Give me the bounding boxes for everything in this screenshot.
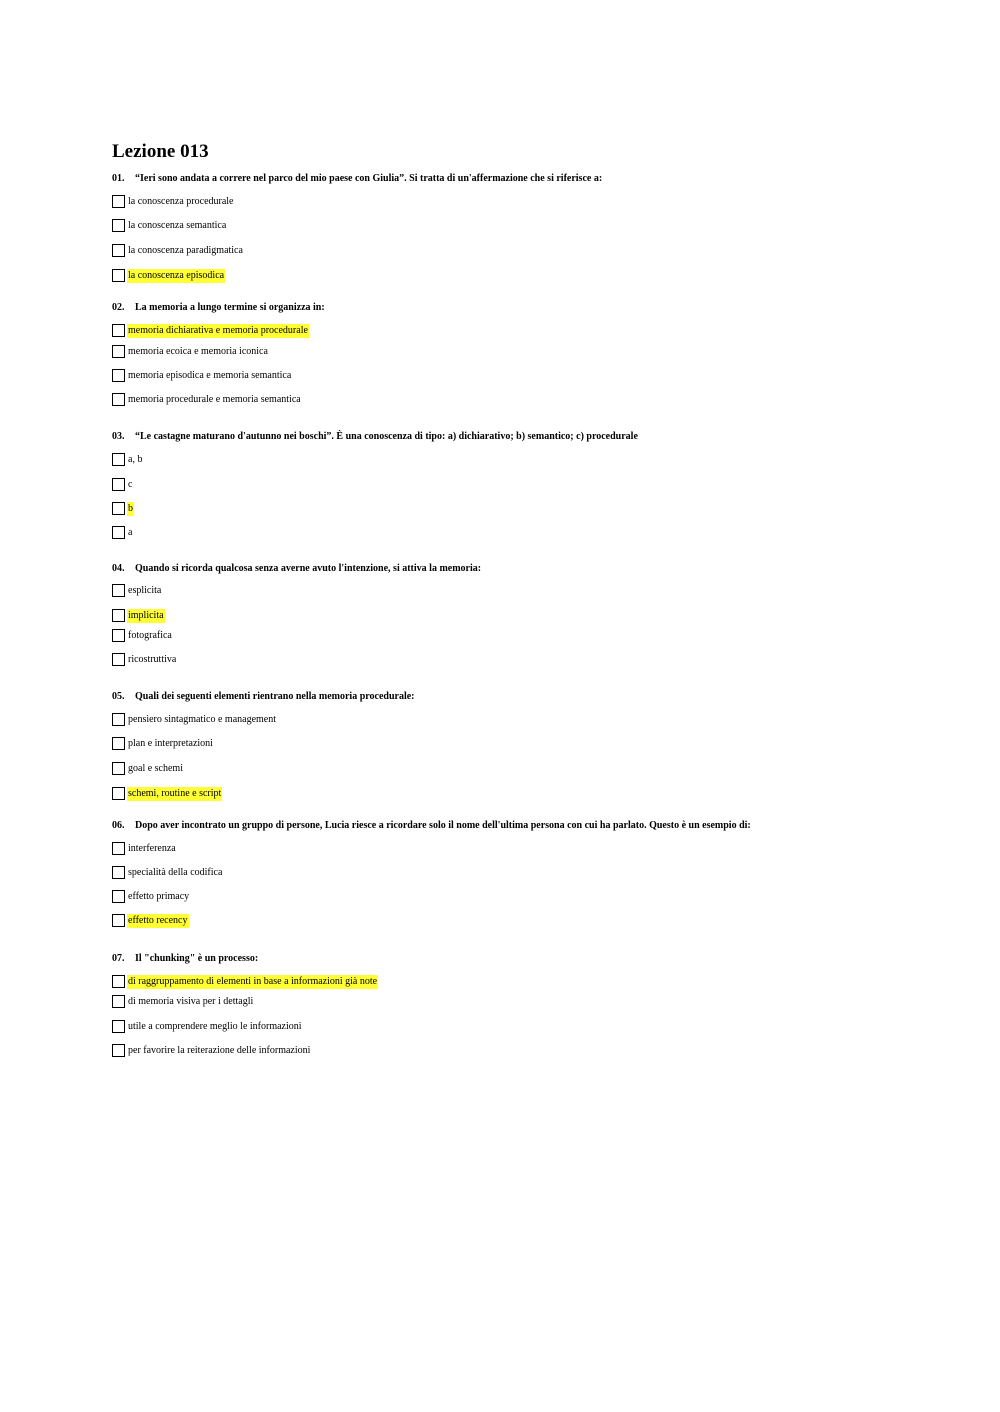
question-text: La memoria a lungo termine si organizza in: (135, 302, 325, 313)
option-label: la conoscenza semantica (128, 220, 227, 231)
question-01 (112, 172, 960, 186)
checkbox[interactable] (112, 975, 125, 988)
question-number: 06. (112, 820, 125, 831)
option-label: specialità della codifica (128, 867, 223, 878)
option-label: di memoria visiva per i dettagli (128, 996, 254, 1007)
question-number: 01. (112, 173, 125, 184)
checkbox[interactable] (112, 995, 125, 1008)
question-text: Quali dei seguenti elementi rientrano nella memoria procedurale: (135, 691, 415, 702)
checkbox[interactable] (112, 629, 125, 642)
question-number: 02. (112, 302, 125, 313)
checkbox[interactable] (112, 737, 125, 750)
option-label: a (128, 527, 133, 538)
option-label: memoria procedurale e memoria semantica (128, 394, 301, 405)
checkbox[interactable] (112, 478, 125, 491)
checkbox[interactable] (112, 1020, 125, 1033)
option-label: plan e interpretazioni (128, 738, 213, 749)
checkbox[interactable] (112, 1044, 125, 1057)
question-04 (112, 562, 960, 576)
option-label: c (128, 479, 133, 490)
option-label: a, b (128, 454, 143, 465)
question-03 (112, 430, 960, 444)
question-07 (112, 952, 960, 966)
checkbox[interactable] (112, 609, 125, 622)
option-label: utile a comprendere meglio le informazioni (128, 1021, 302, 1032)
checkbox[interactable] (112, 369, 125, 382)
question-text: “Ieri sono andata a correre nel parco del mio paese con Giulia”. Si tratta di un'affermazione che si riferisce a: (135, 173, 603, 184)
checkbox[interactable] (112, 866, 125, 879)
checkbox[interactable] (112, 453, 125, 466)
option-label: fotografica (128, 630, 172, 641)
option-label: per favorire la reiterazione delle informazioni (128, 1045, 311, 1056)
checkbox[interactable] (112, 269, 125, 282)
question-06 (112, 819, 960, 833)
option-label: memoria episodica e memoria semantica (128, 370, 292, 381)
option-label: di raggruppamento di elementi in base a informazioni già note (128, 976, 378, 987)
checkbox[interactable] (112, 584, 125, 597)
question-text: Quando si ricorda qualcosa senza averne avuto l'intenzione, si attiva la memoria: (135, 563, 482, 574)
checkbox[interactable] (112, 526, 125, 539)
option-label: schemi, routine e script (128, 788, 222, 799)
option-label: interferenza (128, 843, 176, 854)
question-number: 04. (112, 563, 125, 574)
option-label: la conoscenza procedurale (128, 196, 234, 207)
question-number: 07. (112, 953, 125, 964)
question-text: Il "chunking" è un processo: (135, 953, 259, 964)
checkbox[interactable] (112, 345, 125, 358)
checkbox[interactable] (112, 653, 125, 666)
checkbox[interactable] (112, 762, 125, 775)
checkbox[interactable] (112, 195, 125, 208)
question-text: “Le castagne maturano d'autunno nei boschi”. È una conoscenza di tipo: a) dichiarativo; b) semantico; c) procedurale (135, 431, 638, 442)
question-02 (112, 301, 960, 315)
question-05 (112, 690, 960, 704)
option-label: effetto primacy (128, 891, 190, 902)
checkbox[interactable] (112, 502, 125, 515)
checkbox[interactable] (112, 219, 125, 232)
page-title: Lezione 013 (112, 141, 209, 162)
checkbox[interactable] (112, 713, 125, 726)
checkbox[interactable] (112, 324, 125, 337)
checkbox[interactable] (112, 842, 125, 855)
question-text: Dopo aver incontrato un gruppo di persone, Lucia riesce a ricordare solo il nome dell'ultima persona con cui ha parlato. Questo è un esempio di: (135, 820, 751, 831)
checkbox[interactable] (112, 914, 125, 927)
question-number: 05. (112, 691, 125, 702)
option-label: pensiero sintagmatico e management (128, 714, 277, 725)
option-label: goal e schemi (128, 763, 183, 774)
option-label: b (128, 503, 133, 514)
option-label: ricostruttiva (128, 654, 177, 665)
checkbox[interactable] (112, 244, 125, 257)
option-label: implicita (128, 610, 164, 621)
option-label: effetto recency (128, 915, 188, 926)
option-label: memoria ecoica e memoria iconica (128, 346, 268, 357)
option-label: memoria dichiarativa e memoria procedurale (128, 325, 308, 336)
checkbox[interactable] (112, 787, 125, 800)
checkbox[interactable] (112, 393, 125, 406)
option-label: la conoscenza episodica (128, 270, 225, 281)
checkbox[interactable] (112, 890, 125, 903)
option-label: la conoscenza paradigmatica (128, 245, 243, 256)
option-label: esplicita (128, 585, 162, 596)
question-number: 03. (112, 431, 125, 442)
